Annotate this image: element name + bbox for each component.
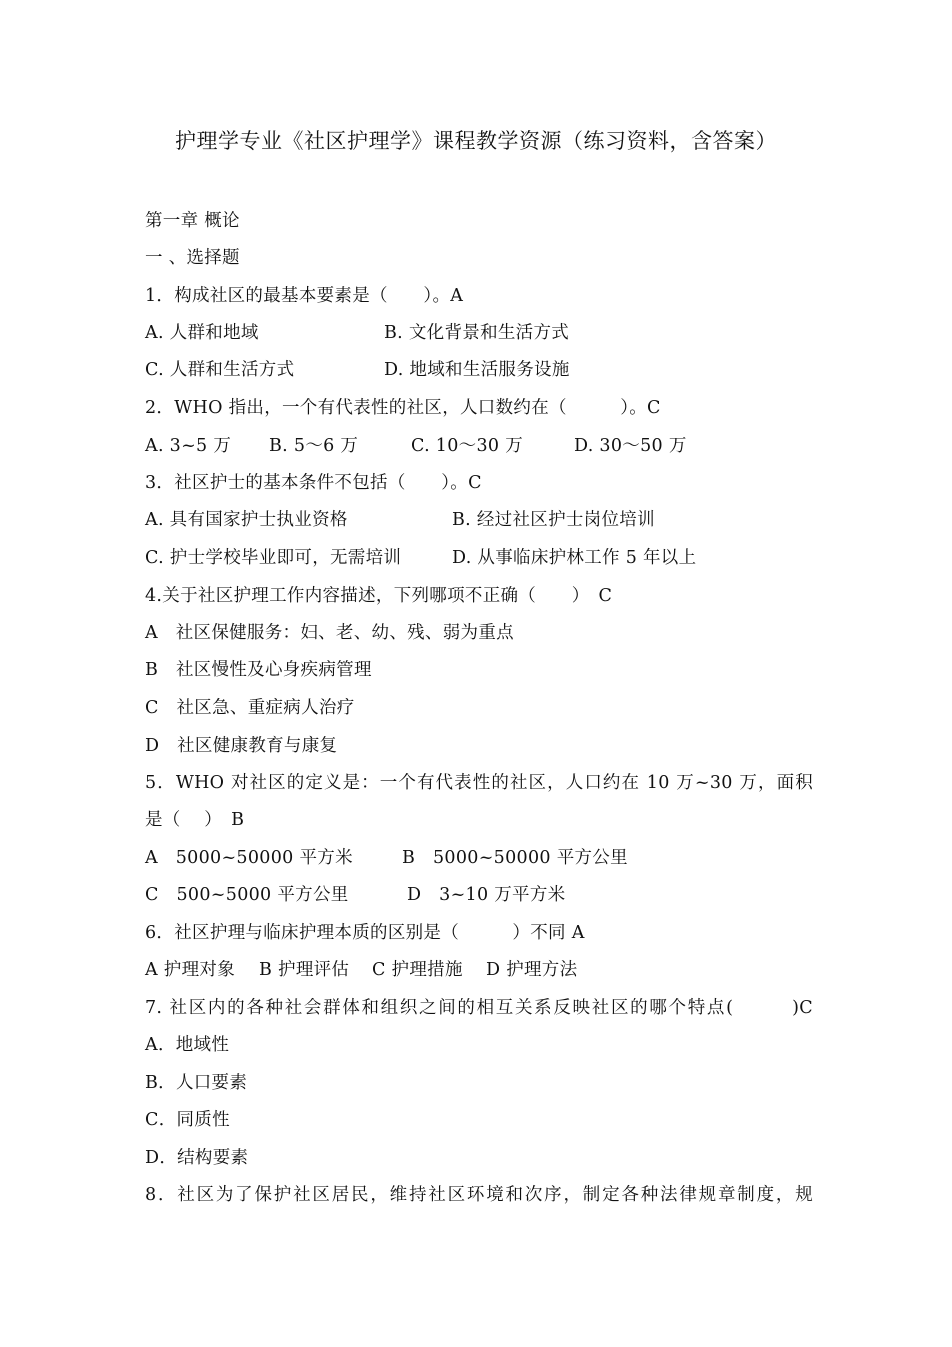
option-a: A. 人群和地域	[145, 323, 259, 343]
question-7-stem: 7. 社区内的各种社会群体和组织之间的相互关系反映社区的哪个特点( )C	[145, 998, 813, 1018]
option-c: C 500~5000 平方公里	[145, 885, 349, 905]
option-a: A 5000~50000 平方米	[145, 848, 353, 868]
chapter-heading: 第一章 概论	[145, 211, 240, 231]
option-c: C. 人群和生活方式	[145, 360, 295, 380]
option-a: A 护理对象	[145, 960, 236, 980]
question-4-option-b: B 社区慢性及心身疾病管理	[145, 660, 372, 680]
option-a: A. 3~5 万	[145, 436, 232, 456]
option-d: D. 从事临床护林工作 5 年以上	[452, 548, 697, 568]
option-b: B 5000~50000 平方公里	[402, 848, 628, 868]
question-4-option-c: C 社区急、重症病人治疗	[145, 698, 355, 718]
option-d: D 护理方法	[486, 960, 578, 980]
question-5-stem-line-1: 5．WHO 对社区的定义是：一个有代表性的社区，人口约在 10 万~30 万，面积	[145, 773, 813, 793]
option-d: D. 地域和生活服务设施	[384, 360, 570, 380]
question-4-option-a: A 社区保健服务：妇、老、幼、残、弱为重点	[145, 623, 514, 643]
question-3-stem: 3．社区护士的基本条件不包括（ ）。C	[145, 473, 482, 493]
option-b: B 护理评估	[259, 960, 350, 980]
option-b: B. 5～6 万	[269, 436, 359, 456]
document-title: 护理学专业《社区护理学》课程教学资源（练习资料，含答案）	[175, 129, 777, 153]
option-b: B. 经过社区护士岗位培训	[452, 510, 655, 530]
section-heading: 一 、选择题	[145, 248, 240, 268]
question-4-stem: 4.关于社区护理工作内容描述，下列哪项不正确（ ） C	[145, 586, 613, 606]
question-8-stem: 8．社区为了保护社区居民，维持社区环境和次序，制定各种法律规章制度，规	[145, 1185, 813, 1205]
question-7-option-c: C．同质性	[145, 1110, 230, 1130]
question-4-option-d: D 社区健康教育与康复	[145, 736, 338, 756]
option-d: D 3~10 万平方米	[407, 885, 566, 905]
option-c: C 护理措施	[372, 960, 463, 980]
question-7-option-d: D．结构要素	[145, 1148, 249, 1168]
option-d: D. 30～50 万	[574, 436, 687, 456]
option-b: B. 文化背景和生活方式	[384, 323, 570, 343]
option-c: C. 10～30 万	[411, 436, 523, 456]
option-c: C. 护士学校毕业即可，无需培训	[145, 548, 402, 568]
option-a: A. 具有国家护士执业资格	[145, 510, 348, 530]
question-7-option-a: A．地域性	[145, 1035, 230, 1055]
question-6-stem: 6．社区护理与临床护理本质的区别是（ ）不同 A	[145, 923, 585, 943]
question-1-stem: 1．构成社区的最基本要素是（ ）。A	[145, 286, 464, 306]
question-5-stem-line-2: 是（ ） B	[145, 810, 245, 830]
question-7-option-b: B．人口要素	[145, 1073, 248, 1093]
question-2-stem: 2．WHO 指出，一个有代表性的社区，人口数约在（ ）。C	[145, 398, 661, 418]
